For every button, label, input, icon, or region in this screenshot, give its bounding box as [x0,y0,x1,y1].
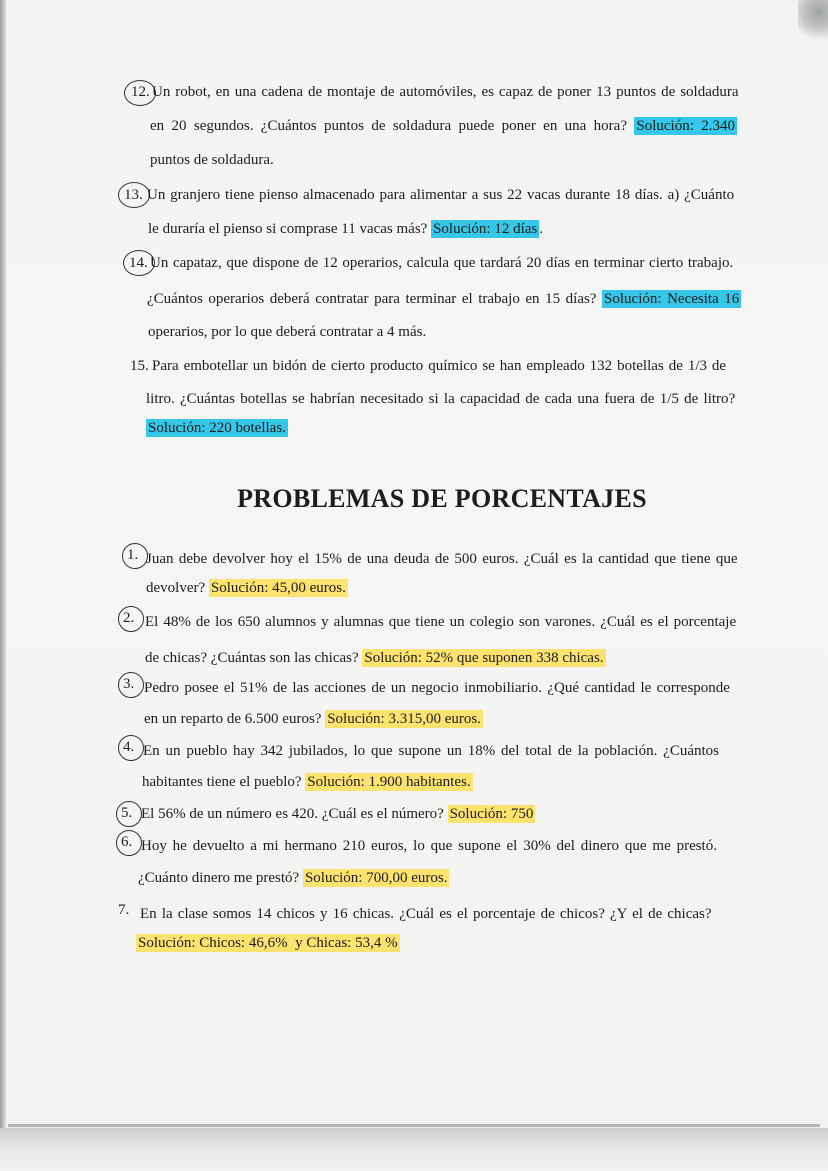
problem-text: operarios, por lo que deberá contratar a 4 más. [148,324,427,340]
problem-text: El 56% de un número es 420. ¿Cuál es el número? Solución: 750 [141,806,534,822]
problem-text: Para embotellar un bidón de cierto producto químico se han empleado 132 botellas de 1/3 de [152,358,727,374]
problem-text: Juan debe devolver hoy el 15% de una deuda de 500 euros. ¿Cuál es la cantidad que tiene que [146,551,738,567]
problem-number: 3. [123,676,135,692]
problem-number: 4. [123,739,135,755]
problem-text: le duraría el pienso si comprase 11 vacas más? Solución: 12 días . [148,221,544,237]
page-corner [798,0,828,40]
problem-text: litro. ¿Cuántas botellas se habrían necesitado si la capacidad de cada una fuera de 1/5 de litro? [146,391,736,407]
problem-text: Hoy he devuelto a mi hermano 210 euros, lo que supone el 30% del dinero que me prestó. [141,838,717,854]
problem-number: 14. [129,255,148,271]
solution-highlight: Solución: 750 [449,806,534,822]
problem-text: ¿Cuánto dinero me prestó? Solución: 700,00 euros. [138,870,448,886]
solution-highlight: Solución: 1.900 habitantes. [307,774,471,790]
problem-text: Un capataz, que dispone de 12 operarios, calcula que tardará 20 días en terminar cierto trabajo. [150,255,734,271]
page-bottom-edge [8,1124,820,1127]
solution-highlight: Solución: 52% que suponen 338 chicas. [364,650,604,666]
problem-number: 12. [131,84,150,100]
problem-text: ¿Cuántos operarios deberá contratar para terminar el trabajo en 15 días? Solución: Necesita 16 [147,291,740,307]
section-title: PROBLEMAS DE PORCENTAJES [237,484,647,513]
solution-highlight: Solución: Necesita 16 [604,291,740,307]
problem-text: Pedro posee el 51% de las acciones de un negocio inmobiliario. ¿Qué cantidad le corresponde [144,680,730,696]
problem-number: 5. [121,805,133,821]
problem-text: En un pueblo hay 342 jubilados, lo que supone un 18% del total de la población. ¿Cuántos [143,743,720,759]
solution-highlight: Solución: 12 días [433,221,538,237]
problem-number: 6. [121,834,133,850]
problem-text: puntos de soldadura. [150,152,274,168]
solution-highlight: Solución: 2.340 [636,118,735,134]
problem-text: Un granjero tiene pienso almacenado para alimentar a sus 22 vacas durante 18 días. a) ¿Cuánto [147,187,735,203]
problem-number: 13. [124,187,143,203]
solution-highlight: Solución: Chicos: 46,6% y Chicas: 53,4 % [138,935,398,951]
solution-highlight: Solución: 3.315,00 euros. [327,711,481,727]
problem-text [146,420,288,437]
problem-text: El 48% de los 650 alumnos y alumnas que tiene un colegio son varones. ¿Cuál es el porcentaje [145,614,737,630]
problem-text: en un reparto de 6.500 euros? Solución: 3.315,00 euros. [144,711,481,727]
problem-number: 2. [123,610,135,626]
background-surface [0,1128,828,1171]
page-left-edge [0,0,6,1171]
problem-text [136,935,400,952]
problem-text: de chicas? ¿Cuántas son las chicas? Solución: 52% que suponen 338 chicas. [145,650,604,666]
problem-number: 15. [130,358,149,374]
solution-highlight: Solución: 700,00 euros. [304,870,448,886]
solution-highlight: Solución: 45,00 euros. [210,580,346,596]
problem-text: devolver? Solución: 45,00 euros. [146,580,346,596]
problem-text: habitantes tiene el pueblo? Solución: 1.900 habitantes. [142,774,471,790]
problem-text: Un robot, en una cadena de montaje de automóviles, es capaz de poner 13 puntos de soldadura [152,84,739,100]
solution-highlight: Solución: 220 botellas. [148,420,286,436]
problem-text: en 20 segundos. ¿Cuántos puntos de soldadura puede poner en una hora? Solución: 2.340 [150,118,735,134]
problem-number: 1. [127,547,139,563]
problem-text: En la clase somos 14 chicos y 16 chicas. ¿Cuál es el porcentaje de chicos? ¿Y el de chicas? [140,906,712,922]
problem-number: 7. [118,902,130,918]
